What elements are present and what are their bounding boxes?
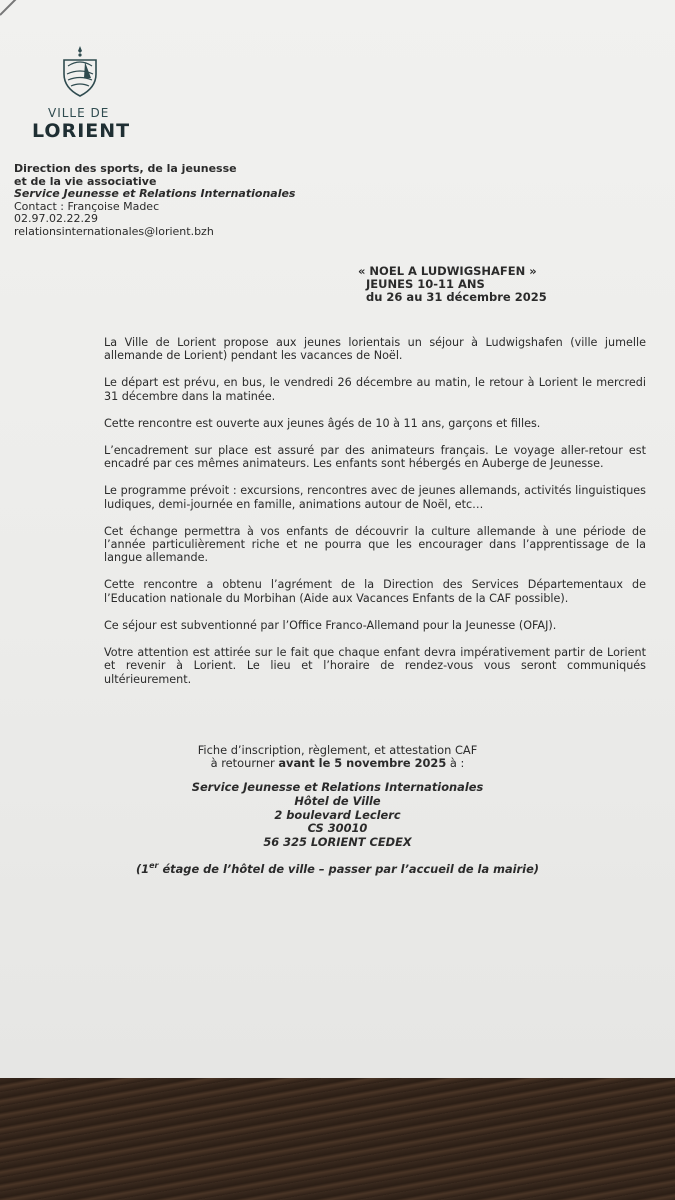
paragraph-exchange: Cet échange permettra à vos enfants de découvrir la culture allemande à une période de l’année particulièrement riche et ne pourra que les encourager dans l’apprentissage de la langue allemande. (104, 524, 646, 565)
paragraph-funding: Ce séjour est subventionné par l’Office Franco-Allemand pour la Jeunesse (OFAJ). (104, 618, 557, 632)
address-building: Hôtel de Ville (294, 794, 381, 808)
event-heading (358, 265, 547, 304)
return-docs-line: Fiche d’inscription, règlement, et attestation CAF (197, 743, 478, 757)
service-name: Service Jeunesse et Relations Internationales (14, 187, 296, 200)
return-deadline-line (0, 757, 675, 770)
paragraph-attention: Votre attention est attirée sur le fait que chaque enfant devra impérativement partir de Lorient et revenir à Lorient. Le lieu et l’horaire de rendez-vous vous seront communiqués ultérieurement. (104, 645, 646, 686)
return-address (0, 781, 675, 849)
address-street: 2 boulevard Leclerc (274, 807, 401, 822)
contact-email: relationsinternationales@lorient.bzh (14, 224, 214, 238)
paragraph-approval: Cette rencontre a obtenu l’agrément de la Direction des Services Départementaux de l’Education nationale du Morbihan (Aide aux Vacances Enfants de la CAF possible). (104, 578, 646, 605)
note-superscript: er (149, 861, 159, 871)
direction-line-1: Direction des sports, de la jeunesse (14, 162, 237, 175)
event-audience: JEUNES 10-11 ANS (366, 277, 485, 291)
logo-ville-de: VILLE DE (48, 106, 110, 120)
address-service: Service Jeunesse et Relations Internationales (191, 780, 484, 795)
paragraph-program: Le programme prévoit : excursions, rencontres avec de jeunes allemands, activités linguistiques ludiques, demi-journée en famille, animations autour de Noël, etc… (104, 484, 646, 511)
event-dates: du 26 au 31 décembre 2025 (366, 290, 547, 304)
paragraph-intro: La Ville de Lorient propose aux jeunes lorientais un séjour à Ludwigshafen (ville jumelle allemande de Lorient) pendant les vacances de Noël. (104, 336, 646, 363)
note-rest: étage de l’hôtel de ville – passer par l’accueil de la mairie) (158, 862, 540, 877)
return-instructions (0, 744, 675, 877)
paragraph-supervision: L’encadrement sur place est assuré par des animateurs français. Le voyage aller-retour est encadré par ces mêmes animateurs. Les enfants sont hébergés en Auberge de Jeunesse. (104, 443, 646, 471)
city-logo (30, 44, 140, 142)
event-title: « NOEL A LUDWIGSHAFEN » (358, 264, 537, 278)
deadline-suffix: à : (446, 756, 465, 771)
page-fold-mark (0, 0, 32, 16)
coat-of-arms-icon (58, 44, 102, 100)
contact-name: Contact : Françoise Madec (14, 199, 160, 213)
deadline-prefix: à retourner (210, 756, 279, 771)
contact-phone: 02.97.02.22.29 (14, 212, 98, 225)
note-open: (1 (135, 862, 150, 877)
paragraph-departure: Le départ est prévu, en bus, le vendredi 26 décembre au matin, le retour à Lorient le mercredi 31 décembre dans la matinée. (104, 376, 646, 403)
wooden-table-background (0, 1078, 675, 1200)
direction-line-2: et de la vie associative (14, 174, 157, 188)
address-cs: CS 30010 (307, 821, 368, 836)
floor-note (0, 863, 675, 876)
letter-body (104, 336, 646, 700)
logo-lorient: LORIENT (32, 120, 131, 142)
sender-block (14, 163, 295, 238)
address-city: 56 325 LORIENT CEDEX (263, 834, 412, 849)
deadline-date: avant le 5 novembre 2025 (278, 756, 447, 771)
paragraph-ages: Cette rencontre est ouverte aux jeunes âgés de 10 à 11 ans, garçons et filles. (104, 416, 541, 430)
